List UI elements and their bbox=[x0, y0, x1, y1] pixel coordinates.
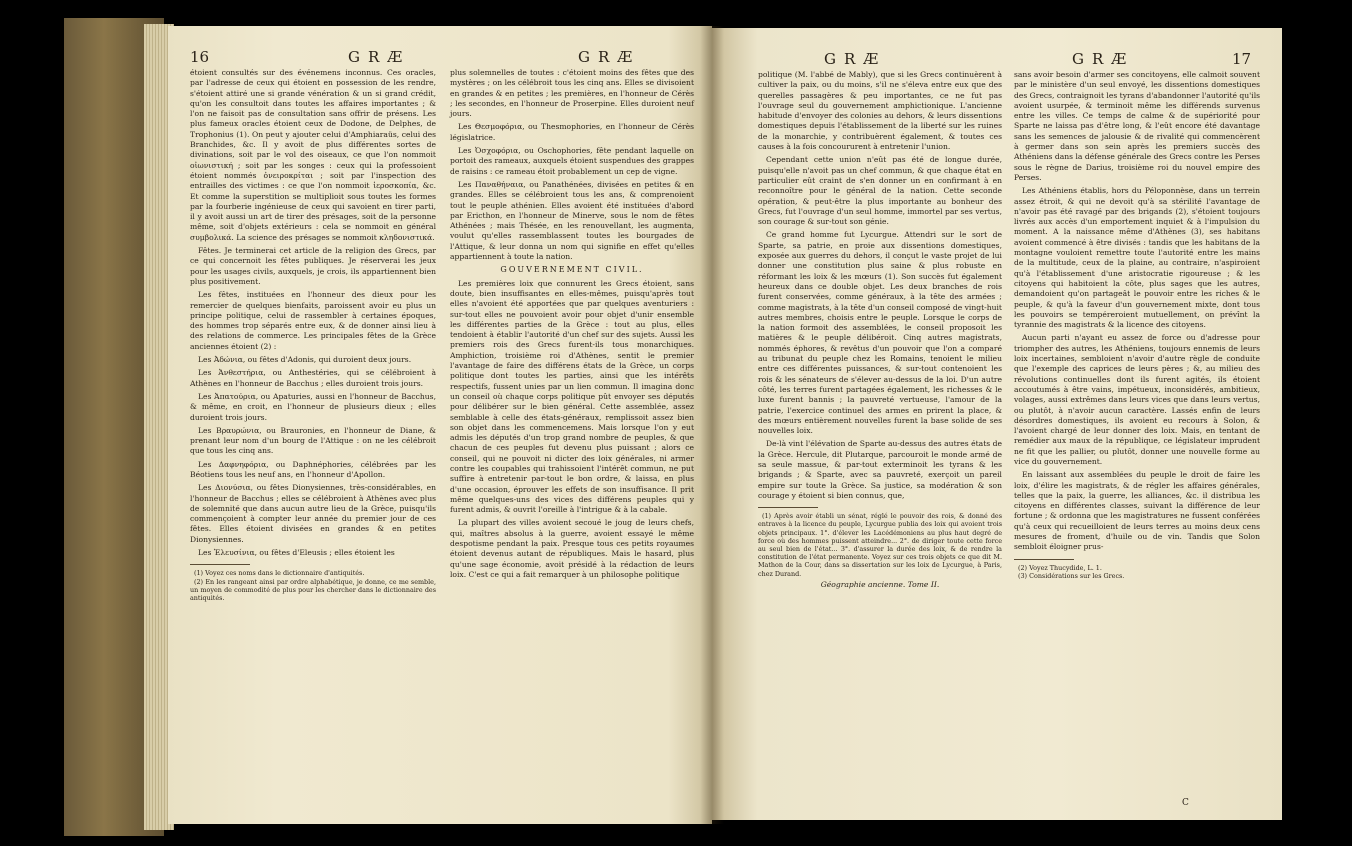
paragraph: Les Ἐλευσίνια, ou fêtes d'Eleusis ; elles étoient les bbox=[198, 548, 395, 558]
paragraph: Les Athéniens établis, hors du Péloponnèse, dans un terrein assez étroit, & qui ne devoit qu'à sa stérilité l'avantage de n'avoir pas été ravagé par des brigands (2), s'étoient toujours livrés aux accès d'un emportement inquiet & à l'impulsion du moment. A la naissance même d'Athènes (3), ses habitans avoient commencé à être divisés : tandis que les habitans de la montagne vouloient remettre toute l'autorité entre les mains de la multitude, ceux de la plaine, au contraire, n'aspiroient qu'à l'établissement d'une aristocratie rigoureuse ; & les citoyens qui habitoient la côte, plus sages que les autres, demandoient qu'on partageât le pouvoir entre les riches & le peuple, & qu'à la faveur d'un gouvernement mixte, dont tous les pouvoirs se tempéreroient mutuellement, on prévînt la tyrannie des magistrats & la licence des citoyens. bbox=[1014, 186, 1260, 330]
running-head: GRÆ bbox=[348, 48, 411, 66]
footer-title: Géographie ancienne. Tome II. bbox=[820, 579, 940, 589]
paragraph: Les Δαφνηφόρια, ou Daphnéphories, célébrées par les Béotiens tous les neuf ans, en l'honneur d'Apollon. bbox=[190, 459, 436, 479]
paragraph: Les Ὀσχοφόρια, ou Oschophories, fête pendant laquelle on portoit des rameaux, auxquels étoient suspendues des grappes de raisins : ce rameau étoit probablement un cep de vigne. bbox=[450, 146, 694, 176]
footnotes bbox=[758, 512, 1002, 578]
paragraph: En laissant aux assemblées du peuple le droit de faire les loix, d'élire les magistrats, & de régler les affaires générales, telles que la paix, la guerre, les alliances, &c. il distribua les citoyens en différentes classes, suivant la différence de leur fortune ; & ordonna que les magistratures ne fussent conférées qu'à ceux qui recueilloient de leurs terres au moins deux cens mesures de froment, d'huile ou de vin. Tandis que Solon sembloit éloigner prus- bbox=[1014, 470, 1260, 552]
section-heading: GOUVERNEMENT CIVIL. bbox=[500, 265, 644, 275]
running-head-col2: GRÆ bbox=[578, 48, 641, 66]
paragraph: sans avoir besoin d'armer ses concitoyens, elle calmoit souvent par le ministère d'un seul envoyé, les dissentions domestiques des Grecs, contraignoit les tyrans d'abandonner l'autorité qu'ils avoient usurpée, & terminoit même les différends survenus entre les villes. Ce temps de calme & de supériorité pour Sparte ne laissa pas d'être long, & l'eût encore été davantage sans les semences de jalousie & de rivalité qui commencèrent à germer dans son sein après les premiers succès des Athéniens dans la défense générale des Grecs contre les Perses sous le règne de Darius, troisième roi du nouvel empire des Perses. bbox=[1014, 70, 1261, 182]
left-page bbox=[168, 26, 712, 824]
footnote-rule bbox=[1014, 559, 1074, 560]
right-column-1 bbox=[758, 70, 1002, 590]
paragraph: Les Ἀνθεστήρια, ou Anthestéries, qui se célébroient à Athènes en l'honneur de Bacchus ; elles duroient trois jours. bbox=[190, 368, 436, 388]
left-column-1 bbox=[190, 68, 436, 602]
paragraph: De-là vint l'élévation de Sparte au-dessus des autres états de la Grèce. Hercule, dit Plutarque, parcouroit le monde armé de sa seule massue, & par-tout exterminoit les tyrans & les brigands ; & Sparte, avec sa pauvreté, exerçoit un pareil empire sur toute la Grèce. Sa justice, sa modération & son courage y étoient si bien connus, que, bbox=[758, 439, 1002, 500]
left-column-2 bbox=[450, 68, 694, 583]
page-number: 17 bbox=[1232, 50, 1252, 68]
page-number: 16 bbox=[190, 48, 210, 66]
footnote: (1) Après avoir établi un sénat, réglé le pouvoir des rois, & donné des entraves à la licence du peuple, Lycurgue publia des loix qui avoient trois objets principaux. 1°. d'élever les Lacédémoniens au plus haut degré de force où des hommes puissent atteindre... 2°. de diriger toute cette force au seul bien de l'état... 3°. d'assurer la durée des loix, & de rendre la constitution de l'état permanente. Voyez sur ces trois objets ce que dit M. Mathon de la Cour, dans sa dissertation sur les loix de Lycurgue, à Paris, chez Durand. bbox=[758, 512, 1002, 578]
open-book bbox=[64, 18, 1286, 836]
paragraph: étoient consultés sur des événemens inconnus. Ces oracles, par l'adresse de ceux qui étoient en possession de les rendre, s'étoient attiré une si grande vénération & un si grand crédit, qu'on les consultoit dans toutes les affaires importantes ; & l'on ne faisoit pas de consultation sans offrir de présens. Les plus fameux oracles étoient ceux de Dodone, de Delphes, de Trophonius (1). On peut y ajouter celui d'Amphiaraüs, celui des Branchides, &c. Il y avoit de plus différentes sortes de divinations, soit par le vol des oiseaux, ce que l'on nommoit οἰωνιστική ; soit par les songes : ceux qui la professoient étoient nommés ὀνειροκρίται ; soit par l'inspection des entrailles des victimes : ce que l'on nommoit ἱεροσκοπία, &c. Et comme la superstition se multiplioit sous toutes les formes par la fourberie ingénieuse de ceux qui savoient en tirer parti, il y avoit aussi un art de tirer des présages, soit de la personne même, soit d'objets extérieurs : cela se nommoit en général συμβολικά. La science des présages se nommoit κληδονιστικά. bbox=[190, 68, 436, 242]
right-page bbox=[712, 28, 1282, 820]
footnote: (1) Voyez ces noms dans le dictionnaire d'antiquités. bbox=[194, 569, 365, 578]
paragraph: Les Ἀδώνια, ou fêtes d'Adonis, qui duroient deux jours. bbox=[198, 355, 412, 365]
paragraph: Aucun parti n'ayant eu assez de force ou d'adresse pour triompher des autres, les Athéniens, toujours ennemis de leurs loix incertaines, sembloient n'avoir d'autre règle de conduite que l'exemple des caprices de leurs pères ; &, au milieu des révolutions continuelles dont ils furent agités, ils étoient accoutumés à être vains, impétueux, inconsidérés, ambitieux, volages, aussi extrêmes dans leurs vices que dans leurs vertus, ou plutôt, à n'avoir aucun caractère. Lassés enfin de leurs désordres domestiques, ils avoient eu recours à Solon, & l'avoient chargé de leur donner des loix. Mais, en tentant de remédier aux maux de la république, ce législateur imprudent ne fit que les pallier, ou plutôt, donner une nouvelle forme au vice du gouvernement. bbox=[1014, 333, 1260, 466]
footnotes bbox=[190, 569, 436, 602]
book-gutter bbox=[700, 26, 724, 824]
paragraph: politique (M. l'abbé de Mably), que si les Grecs continuèrent à cultiver la paix, ou du moins, s'il ne s'éleva entre eux que des querelles passagères & peu importantes, ce ne fut pas l'ouvrage seul du gouvernement amphictionique. L'ancienne habitude d'envoyer des colonies au dehors, & leurs dissentions domestiques depuis l'établissement de la liberté sur les ruines de la monarchie, y contribuèrent également, & toutes ces causes à la fois concoururent à entretenir l'union. bbox=[758, 70, 1002, 152]
signature-mark: C bbox=[1182, 798, 1189, 808]
footnotes bbox=[1014, 564, 1260, 580]
paragraph: Les Ἀπατούρια, ou Apaturies, aussi en l'honneur de Bacchus, & même, en croit, en l'honneur de plusieurs dieux ; elles duroient trois jours. bbox=[190, 391, 436, 422]
paragraph: Fêtes. Je terminerai cet article de la religion des Grecs, par ce qui concernoit les fêtes publiques. Je réserverai les jeux pour les usages civils, auxquels, je crois, ils appartiennent bien plus positivement. bbox=[190, 246, 436, 286]
footnote-rule bbox=[758, 507, 818, 508]
paragraph: Les premières loix que connurent les Grecs étoient, sans doute, bien insuffisantes en elles-mêmes, puisqu'après tout elles n'avoient été apportées que par quelques aventuriers : sur-tout elles ne pouvoient avoir pour objet d'unir ensemble les différentes parties de la Grèce : tout au plus, elles tendoient à établir l'autorité d'un chef sur des sujets. Aussi les premiers rois des Grecs furent-ils tous monarchiques. Amphiction, troisième roi d'Athènes, sentit le premier l'avantage de faire des différens états de la Grèce, un corps politique dont toutes les parties, ainsi que les intérêts respectifs, fussent unies par un lien commun. Il imagina donc un conseil où chaque corps politique pût envoyer ses députés pour délibérer sur le bien général. Cette assemblée, assez semblable à celle des états-généraux, remplissoit assez bien son objet dans les commencemens. Mais lorsque l'on y eut admis les députés d'un trop grand nombre de peuples, & que chacun de ces peuples fut devenu plus puissant ; alors ce conseil, qui ne pouvoit ni dicter des loix générales, ni armer contre les coupables qui trahissoient l'intérêt commun, ne put suffire à entretenir par-tout le bon ordre, & laissa, en plus d'une occasion, éprouver les effets de son insuffisance. Il prit même quelques-uns des vices des différens peuples qui y furent admis, & ouvrit l'oreille à l'intrigue & à la cabale. bbox=[450, 278, 694, 515]
footnote: (3) Considérations sur les Grecs. bbox=[1018, 571, 1125, 580]
paragraph: Cependant cette union n'eût pas été de longue durée, puisqu'elle n'avoit pas un chef commun, & que chaque état en particulier eût craint de s'en donner un en confirmant à en reconnoître pour le général de la nation. Cette seconde opération, & peut-être la plus importante au bonheur des Grecs, fut l'ouvrage d'un seul homme, immortel par ses vertus, son courage & sur-tout son génie. bbox=[758, 155, 1002, 227]
paragraph: Les Διονύσια, ou fêtes Dionysiennes, très-considérables, en l'honneur de Bacchus ; elles se célébroient à Athènes avec plus de solemnité que dans aucun autre lieu de la Grèce, puisqu'ils commençoient à compter leur année du premier jour de ces fêtes. Elles étoient divisées en grandes & en petites Dionysiennes. bbox=[190, 483, 436, 544]
paragraph: Les Βραυρώνια, ou Brauronies, en l'honneur de Diane, & prenant leur nom d'un bourg de l'Attique : on ne les célébroit que tous les cinq ans. bbox=[190, 425, 436, 456]
paragraph: La plupart des villes avoient secoué le joug de leurs chefs, qui, maîtres absolus à la guerre, avoient essayé le même despotisme pendant la paix. Presque tous ces petits royaumes étoient devenus autant de républiques. Mais le hasard, plus qu'une sage économie, avoit présidé à la rédaction de leurs loix. C'est ce qui a fait remarquer à un philosophe politique bbox=[450, 518, 694, 579]
paragraph: plus solemnelles de toutes : c'étoient moins des fêtes que des mystères ; on les célébroit tous les cinq ans. Elles se divisoient en grandes & en petites ; les premières, en l'honneur de Cérès ; les secondes, en l'honneur de Proserpine. Elles duroient neuf jours. bbox=[450, 68, 694, 119]
paragraph: Les fêtes, instituées en l'honneur des dieux pour les remercier de quelques bienfaits, paroissent avoir eu plus un principe politique, celui de rassembler à certaines époques, des hommes trop séparés entre eux, & de donner ainsi lieu à des relations de commerce. Les principales fêtes de la Grèce anciennes étoient (2) : bbox=[190, 290, 436, 351]
footnote-rule bbox=[190, 564, 250, 565]
running-head: GRÆ bbox=[824, 50, 887, 68]
paragraph: Les Θεσμοφόρια, ou Thesmophories, en l'honneur de Cérès législatrice. bbox=[450, 122, 694, 142]
footnote: (2) Voyez Thucydide, L. 1. bbox=[1018, 563, 1102, 572]
paragraph: Ce grand homme fut Lycurgue. Attendri sur le sort de Sparte, sa patrie, en proie aux dissentions domestiques, exposée aux guerres du dehors, il conçut le vaste projet de lui donner une constitution plus saine & plus robuste en réformant les loix & les mœurs (1). Son succès fut également heureux dans ce double objet. Les deux branches de rois furent conservées, comme généraux, à la tête des armées ; comme magistrats, à la tête d'un conseil composé de vingt-huit autres membres, choisis entre le peuple. Lorsque le corps de la nation formoit des assemblées, le conseil proposoit les matières & le peuple délibéroit. Cinq autres magistrats, nommés éphores, & revêtus d'un pouvoir que l'on a comparé au tribunat du peuple chez les Romains, tenoient le milieu entre ces différentes puissances, & sur-tout contenoient les rois & les sénateurs de s'élever au-dessus de la loi. D'un autre côté, les terres furent partagées également, les richesses & le luxe furent bannis ; la pauvreté vertueuse, l'amour de la patrie, l'exercice continuel des armes en prirent la place, & des mœurs entièrement nouvelles furent la base solide de ses nouvelles loix. bbox=[758, 230, 1002, 436]
right-column-2 bbox=[1014, 70, 1260, 580]
footnote: (2) En les rangeant ainsi par ordre alphabétique, je donne, ce me semble, un moyen de commodité de plus pour les chercher dans le dictionnaire des antiquités. bbox=[190, 577, 436, 602]
running-head-col2: GRÆ bbox=[1072, 50, 1135, 68]
paragraph: Les Παναθήναια, ou Panathénées, divisées en petites & en grandes. Elles se célébroient tous les ans, & comprenoient tout le peuple athénien. Elles avoient été instituées d'abord par Ericthon, en l'honneur de Minerve, sous le nom de fêtes Athénées ; mais Thésée, en les renouvellant, les augmenta, voulut qu'elles rassemblassent toutes les bourgades de l'Attique, & leur donna un nom qui signifie en effet qu'elles appartiennent à toute la nation. bbox=[450, 179, 694, 262]
